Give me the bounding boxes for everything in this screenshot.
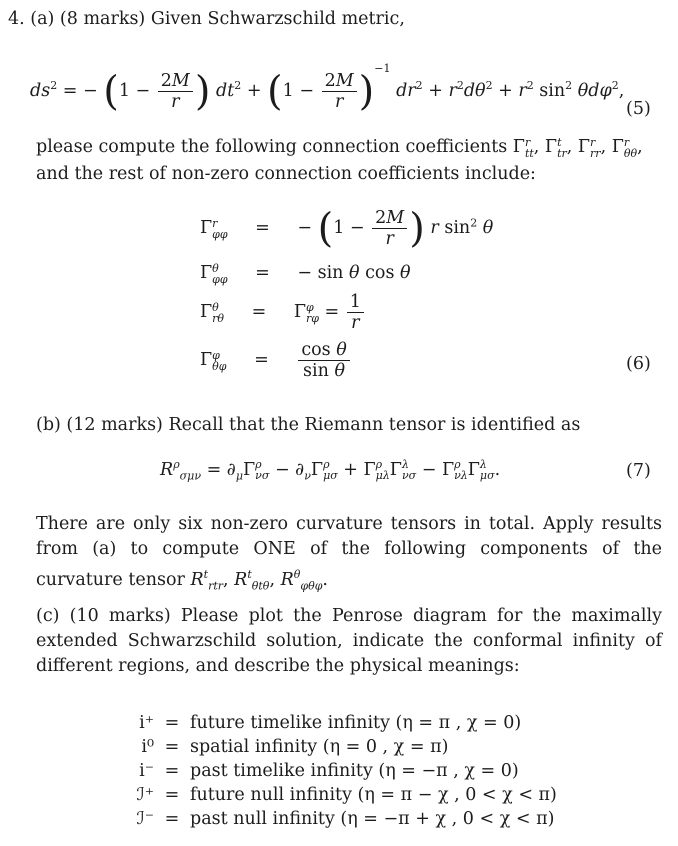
eq-number-6: (6) bbox=[626, 354, 651, 374]
part-b-label: (b) (12 marks) bbox=[36, 415, 163, 435]
infinity-coords: (η = π , χ = 0) bbox=[395, 713, 522, 733]
part-a-label: (a) (8 marks) bbox=[30, 9, 146, 29]
infinity-symbol: ℐ⁺ bbox=[136, 785, 154, 805]
part-b-header bbox=[36, 414, 580, 438]
infinity-list bbox=[110, 712, 557, 832]
rest-text: and the rest of non-zero connection coefficients include: bbox=[36, 164, 536, 184]
infinity-row: i⁰ = spatial infinity (η = 0 , χ = π) bbox=[110, 736, 557, 760]
infinity-meaning: future null infinity bbox=[190, 785, 352, 805]
infinity-coords: (η = 0 , χ = π) bbox=[322, 737, 449, 757]
part-a-header bbox=[8, 8, 405, 32]
eq-number-5: (5) bbox=[626, 99, 651, 119]
infinity-meaning: future timelike infinity bbox=[190, 713, 390, 733]
part-a-intro: Given Schwarzschild metric, bbox=[150, 9, 405, 29]
infinity-meaning: past null infinity bbox=[190, 809, 335, 829]
infinity-symbol: i⁰ bbox=[141, 737, 154, 757]
gamma-phi-thetaphi: Γ φ θφ = $\frac{\text{cos θ}}{\text{sin θ}}$ bbox=[200, 340, 352, 381]
part-c-block bbox=[36, 604, 662, 679]
part-b-text-block: There are only six non-zero curvature tensors in total. Apply results from (a) to compute ONE of the following components of the curvature tensor $R^t_{rtr}$, $R^t_{\theta t\theta}$, $R^\theta_{\varphi\theta\varphi}$. bbox=[36, 514, 662, 593]
infinity-row: i⁻ = past timelike infinity (η = −π , χ = 0) bbox=[110, 760, 557, 784]
infinity-coords: (η = π − χ , 0 < χ < π) bbox=[357, 785, 557, 805]
infinity-row: ℐ⁺ = future null infinity (η = π − χ , 0 < χ < π) bbox=[110, 784, 557, 808]
metric-equation: $ds^2$ = − (1 − $\frac{2M}{r}$ ) $dt^2 + (1$ − $\frac{2M}{r}$ )$^{-1}$ $dr^2 + r^2d\theta^2 + r^2$ $\sin^2 \theta d\varphi^2$, bbox=[30, 62, 625, 115]
infinity-symbol: i⁺ bbox=[139, 713, 154, 733]
gamma-theta-phiphi: Γ θ φφ = − sin θ cos θ bbox=[200, 261, 411, 286]
part-b-text: There are only six non-zero curvature tensors in total. Apply results from (a) to compute ONE of the following components of the curvature tensor bbox=[36, 514, 662, 590]
infinity-meaning: past timelike infinity bbox=[190, 761, 373, 781]
infinity-symbol: i⁻ bbox=[139, 761, 154, 781]
problem-number: 4. bbox=[8, 9, 25, 29]
eq-number-7: (7) bbox=[626, 461, 651, 481]
infinity-meaning: spatial infinity bbox=[190, 737, 318, 757]
infinity-coords: (η = −π , χ = 0) bbox=[378, 761, 519, 781]
compute-text-label: please compute the following connection coefficients bbox=[36, 137, 508, 157]
part-b-intro: Recall that the Riemann tensor is identified as bbox=[168, 415, 581, 435]
gamma-theta-rtheta: Γ θ rθ = Γ φ rφ = $\frac{1}{r}$ bbox=[200, 292, 366, 333]
riemann-equation: $R^\rho_{\sigma\mu\nu} = \partial_\mu\Gamma$ ρ νσ − $\partial_\nu\Gamma$ ρ μσ + Γ ρ μλ Γ λ νσ − Γ ρ νλ Γ λ μσ . bbox=[160, 458, 501, 483]
infinity-coords: (η = −π + χ , 0 < χ < π) bbox=[340, 809, 555, 829]
part-c-label: (c) (10 marks) bbox=[36, 606, 171, 626]
compute-text: please compute the following connection coefficients Γ r tt , Γ t tr , Γ r rr , Γ r θθ , bbox=[36, 135, 643, 160]
infinity-row: ℐ⁻ = past null infinity (η = −π + χ , 0 < χ < π) bbox=[110, 808, 557, 832]
infinity-symbol: ℐ⁻ bbox=[136, 809, 154, 829]
infinity-row: i⁺ = future timelike infinity (η = π , χ = 0) bbox=[110, 712, 557, 736]
part-c-text: Please plot the Penrose diagram for the maximally extended Schwarzschild solution, indicate the conformal infinity of different regions, and describe the physical meanings: bbox=[36, 606, 662, 676]
gamma-r-phiphi: Γ r φφ = − (1 − $\frac{2M}{r}$ ) r $\sin^2 \theta$ bbox=[200, 205, 494, 252]
